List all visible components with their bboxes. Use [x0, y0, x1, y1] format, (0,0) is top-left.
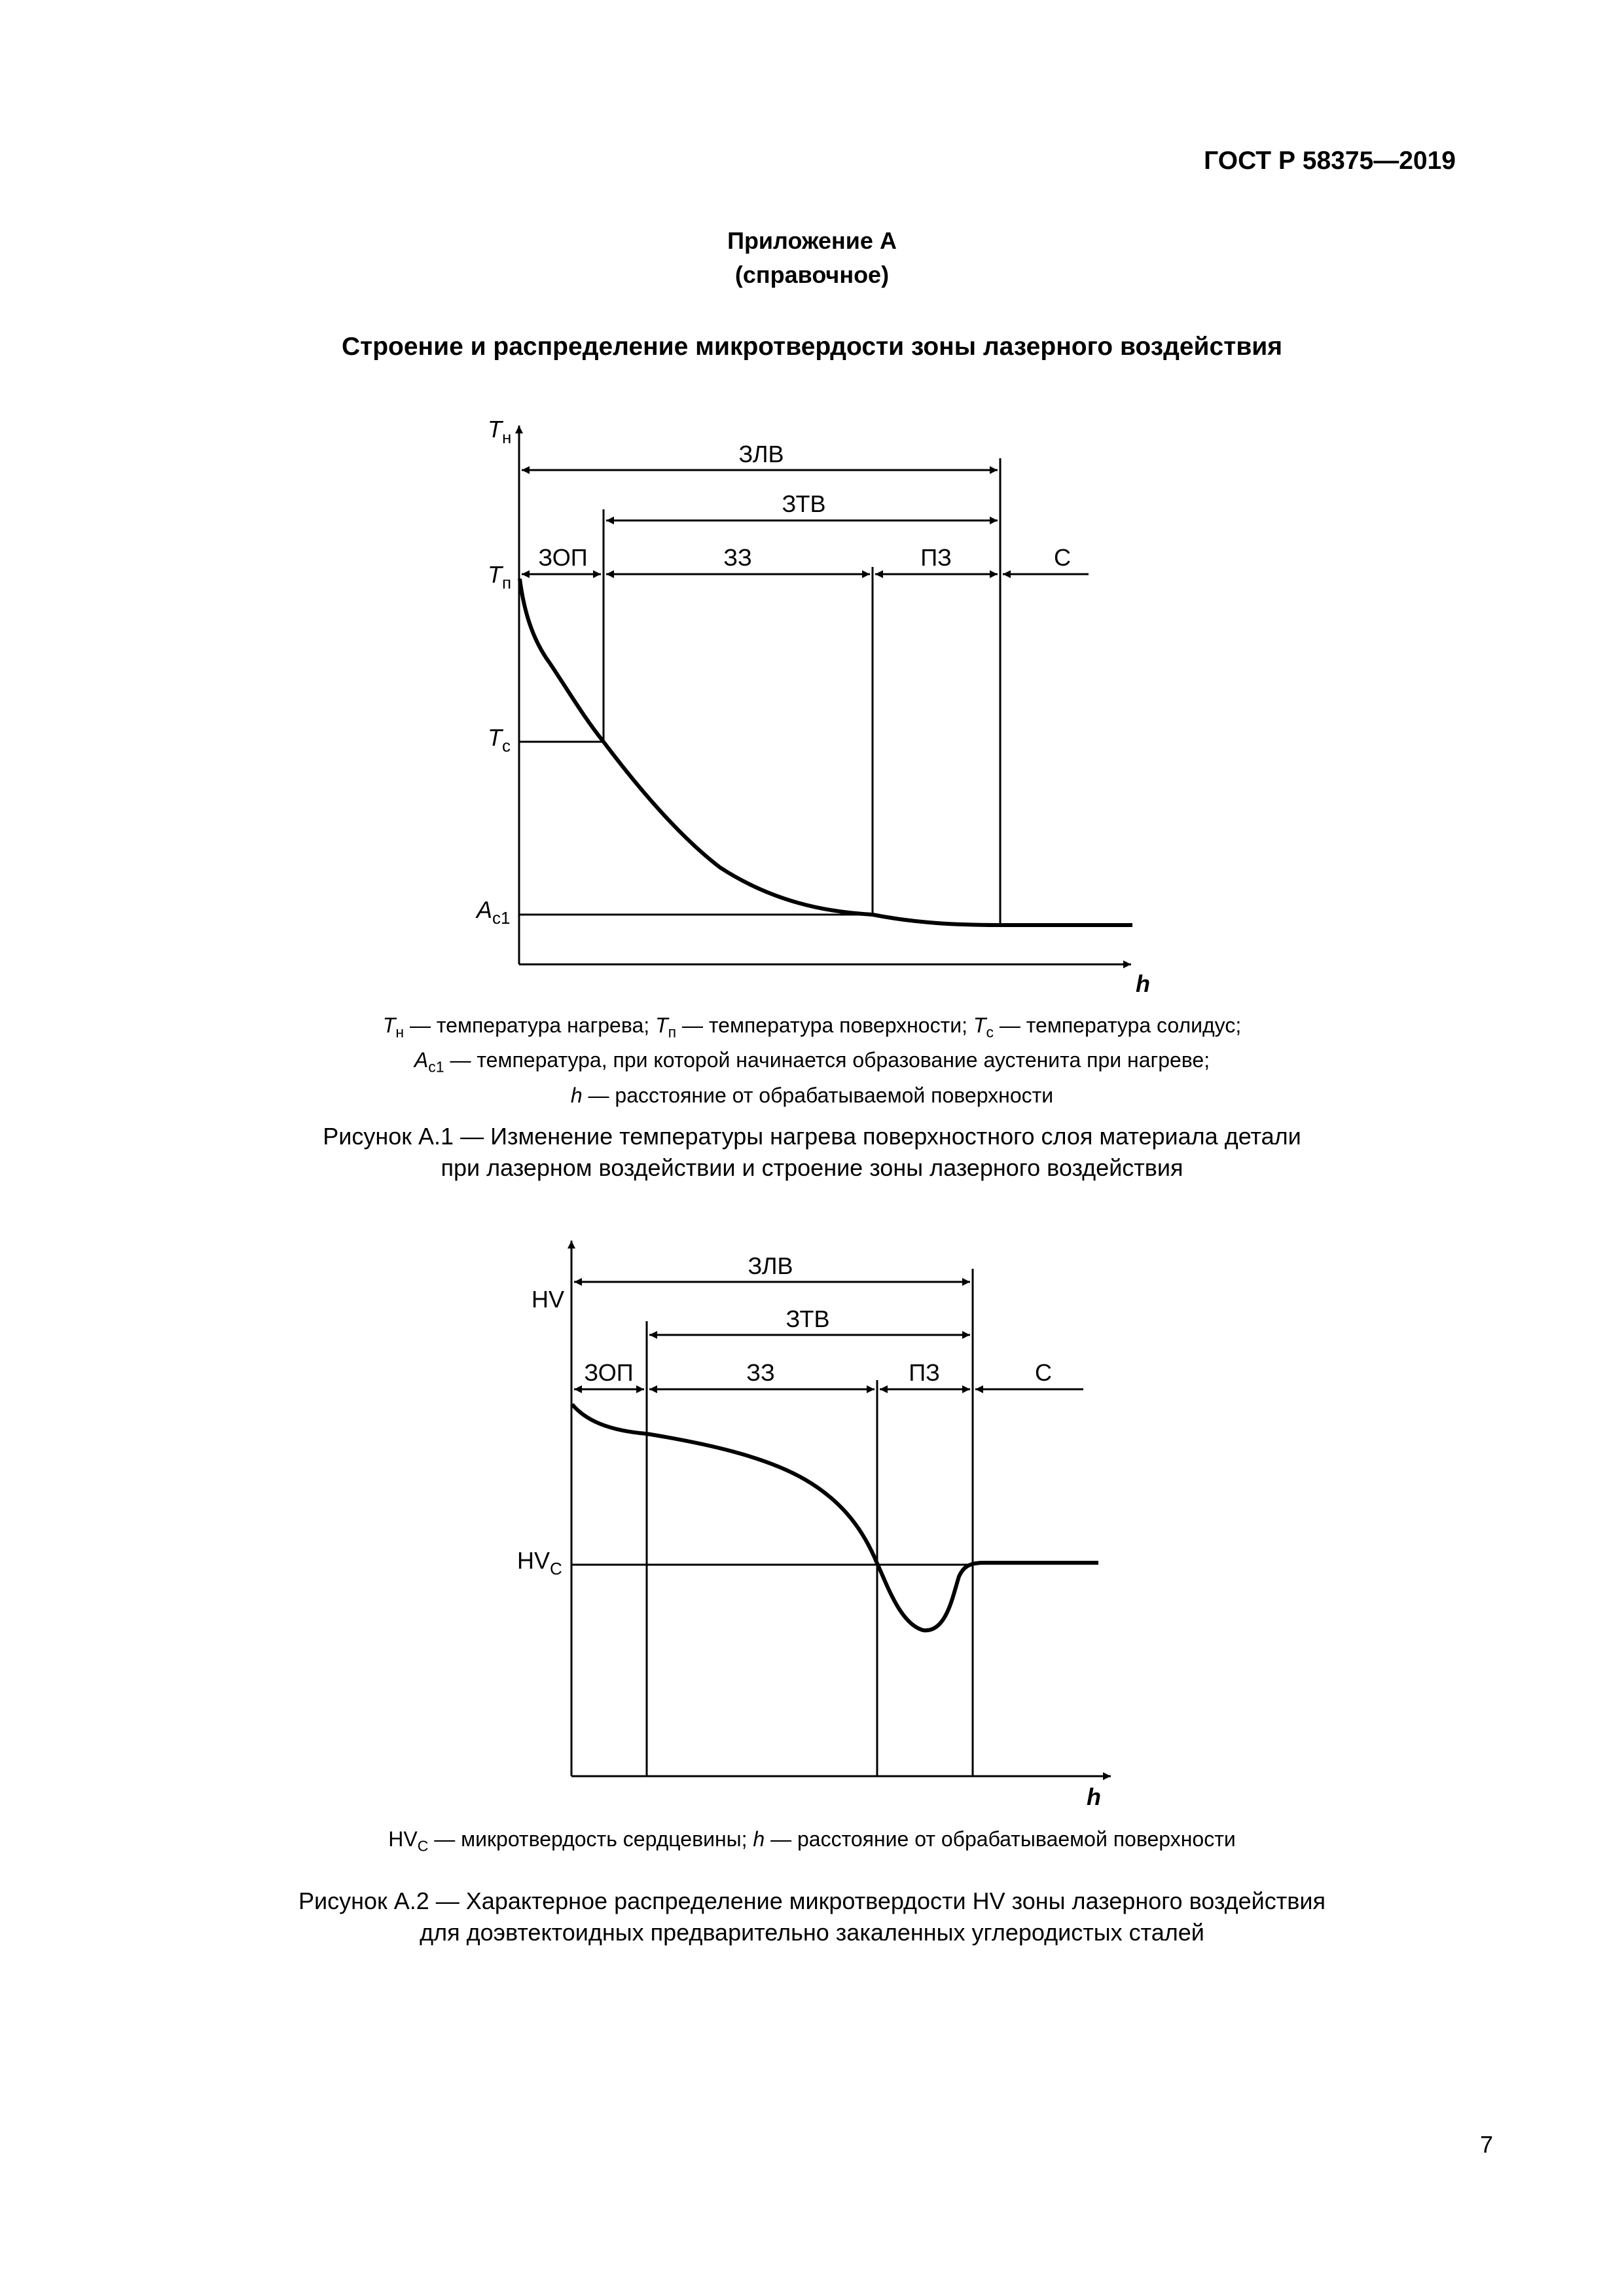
f2-caption-line-2: для доэвтектоидных предварительно закаленных углеродистых сталей [420, 1919, 1204, 1946]
f1-label-tc: $T_c$ [488, 724, 511, 756]
f2-caption-line-1: Рисунок А.2 — Характерное распределение микротвердости HV зоны лазерного воздействия [298, 1887, 1326, 1914]
f2-zone-zlv: ЗЛВ [748, 1252, 793, 1279]
f2-zone-c: С [1035, 1359, 1052, 1386]
f1-y-axis-label: $T_н$ [488, 416, 512, 447]
f1-legend-line-1: $T_н$ — температура нагрева; $T_п$ — температура поверхности; $T_c$ — температура солидус; [382, 1013, 1242, 1041]
f1-zone-ztv: ЗТВ [782, 490, 826, 517]
f1-legend-line-2: $A_{c1}$ — температура, при которой начинается образование аустенита при нагреве; [414, 1048, 1210, 1076]
figure-2-diagram [0, 1231, 1624, 1813]
f2-label-hvc: $HV_C$ [517, 1547, 562, 1578]
f1-zone-zop: ЗОП [538, 544, 588, 571]
f2-y-axis-label: HV [532, 1286, 565, 1313]
annex-heading [0, 224, 1624, 292]
f1-zone-pz: ПЗ [920, 544, 952, 571]
f2-x-axis-label: h [1087, 1783, 1101, 1810]
f1-label-ac1: $A_{c1}$ [477, 896, 511, 928]
figure-2-caption [0, 1886, 1624, 1948]
annex-title: Приложение А [727, 227, 897, 254]
f1-label-tp: $T_п$ [488, 561, 512, 592]
f1-caption-line-2: при лазерном воздействии и строение зоны лазерного воздействия [441, 1154, 1183, 1181]
page-number: 7 [1479, 2131, 1493, 2158]
f1-zone-c: С [1054, 544, 1071, 571]
section-title: Строение и распределение микротвердости зоны лазерного воздействия [341, 333, 1283, 361]
f2-zone-zz: ЗЗ [746, 1359, 775, 1386]
figure-1-diagram [0, 393, 1624, 1008]
f1-temperature-curve [520, 579, 1132, 925]
figure-2-legend [0, 1825, 1624, 1860]
f2-legend-line: $HV_C$ — микротвердость сердцевины; h — расстояние от обрабатываемой поверхности [388, 1827, 1236, 1855]
figure-1-caption [0, 1121, 1624, 1184]
f2-zone-pz: ПЗ [909, 1359, 940, 1386]
annex-subtitle: (справочное) [734, 261, 890, 288]
f1-legend-line-3: h — расстояние от обрабатываемой поверхности [570, 1083, 1054, 1107]
f2-zone-ztv: ЗТВ [785, 1305, 830, 1332]
f1-zone-zlv: ЗЛВ [738, 441, 784, 467]
figure-1-legend [0, 1011, 1624, 1110]
f2-zone-zop: ЗОП [584, 1359, 634, 1386]
f2-microhardness-curve [572, 1404, 1098, 1630]
f1-x-axis-label: h [1136, 970, 1150, 997]
f1-caption-line-1: Рисунок А.1 — Изменение температуры нагрева поверхностного слоя материала детали [323, 1123, 1301, 1150]
f1-zone-zz: ЗЗ [723, 544, 752, 571]
standard-designation: ГОСТ Р 58375—2019 [1204, 147, 1456, 175]
